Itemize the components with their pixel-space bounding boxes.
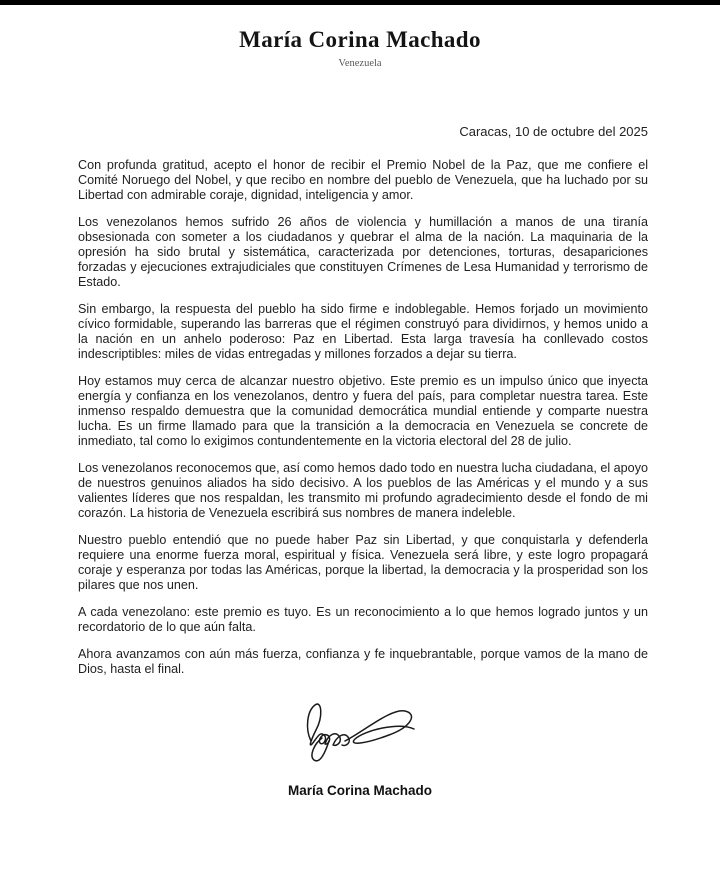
paragraph-closing: Ahora avanzamos con aún más fuerza, confianza y fe inquebrantable, porque vamos de la mano de Dios, hasta el final. bbox=[78, 647, 648, 676]
paragraph-suffering: Los venezolanos hemos sufrido 26 años de violencia y humillación a manos de una tiranía obsesionada con someter a los ciudadanos y quebrar el alma de la nación. La maquinaria de la opresión ha sido brutal y sistemática, caracterizada por detenciones, torturas, desapariciones forzadas y ejecuciones extrajudiciales que constituyen Crímenes de Lesa Humanidad y terrorismo de Estado. bbox=[78, 215, 648, 289]
paragraph-response: Sin embargo, la respuesta del pueblo ha sido firme e indoblegable. Hemos forjado un movimiento cívico formidable, superando las barreras que el régimen construyó para dividirnos, y hemos unido a la nación en un anhelo poderoso: Paz en Libertad. Esta larga travesía ha conllevado costos indescriptibles: miles de vidas entregadas y millones forzados a dejar su tierra. bbox=[78, 302, 648, 361]
letter-body bbox=[78, 158, 648, 677]
signature-icon bbox=[295, 691, 425, 765]
top-border-bar bbox=[0, 0, 720, 5]
paragraph-objective: Hoy estamos muy cerca de alcanzar nuestro objetivo. Este premio es un impulso único que inyecta energía y confianza en los venezolanos, dentro y fuera del país, para completar nuestra tarea. Este inmenso respaldo demuestra que la comunidad democrática mundial entiende y comparte nuestra lucha. Es un firme llamado para que la transición a la democracia en Venezuela se concrete de inmediato, tal como lo exigimos contundentemente en la victoria electoral del 28 de julio. bbox=[78, 374, 648, 448]
paragraph-peace-liberty: Nuestro pueblo entendió que no puede haber Paz sin Libertad, y que conquistarla y defenderla requiere una enorme fuerza moral, espiritual y física. Venezuela será libre, y este logro propagará coraje y esperanza por todas las Américas, porque la libertad, la democracia y la prosperidad son los pilares que nos unen. bbox=[78, 533, 648, 592]
letterhead-name: María Corina Machado bbox=[239, 27, 481, 52]
paragraph-allies: Los venezolanos reconocemos que, así como hemos dado todo en nuestra lucha ciudadana, el apoyo de nuestros genuinos aliados ha sido decisivo. A los pueblos de las Américas y el mundo y a sus valientes líderes que nos respaldan, les transmito mi profundo agradecimiento desde el fondo de mi corazón. La historia de Venezuela escribirá sus nombres de manera indeleble. bbox=[78, 461, 648, 520]
letterhead-subtitle: Venezuela bbox=[338, 58, 382, 69]
paragraph-gratitude: Con profunda gratitud, acepto el honor de recibir el Premio Nobel de la Paz, que me confiere el Comité Noruego del Nobel, y que recibo en nombre del pueblo de Venezuela, que ha luchado por su Libertad con admirable coraje, dignidad, inteligencia y amor. bbox=[78, 158, 648, 202]
letterhead bbox=[0, 26, 720, 70]
paragraph-dedication: A cada venezolano: este premio es tuyo. Es un reconocimiento a lo que hemos logrado juntos y un recordatorio de lo que aún falta. bbox=[78, 605, 648, 634]
signature-block bbox=[0, 691, 720, 765]
signer-name: María Corina Machado bbox=[287, 783, 433, 798]
dateline: Caracas, 10 de octubre del 2025 bbox=[459, 124, 648, 139]
